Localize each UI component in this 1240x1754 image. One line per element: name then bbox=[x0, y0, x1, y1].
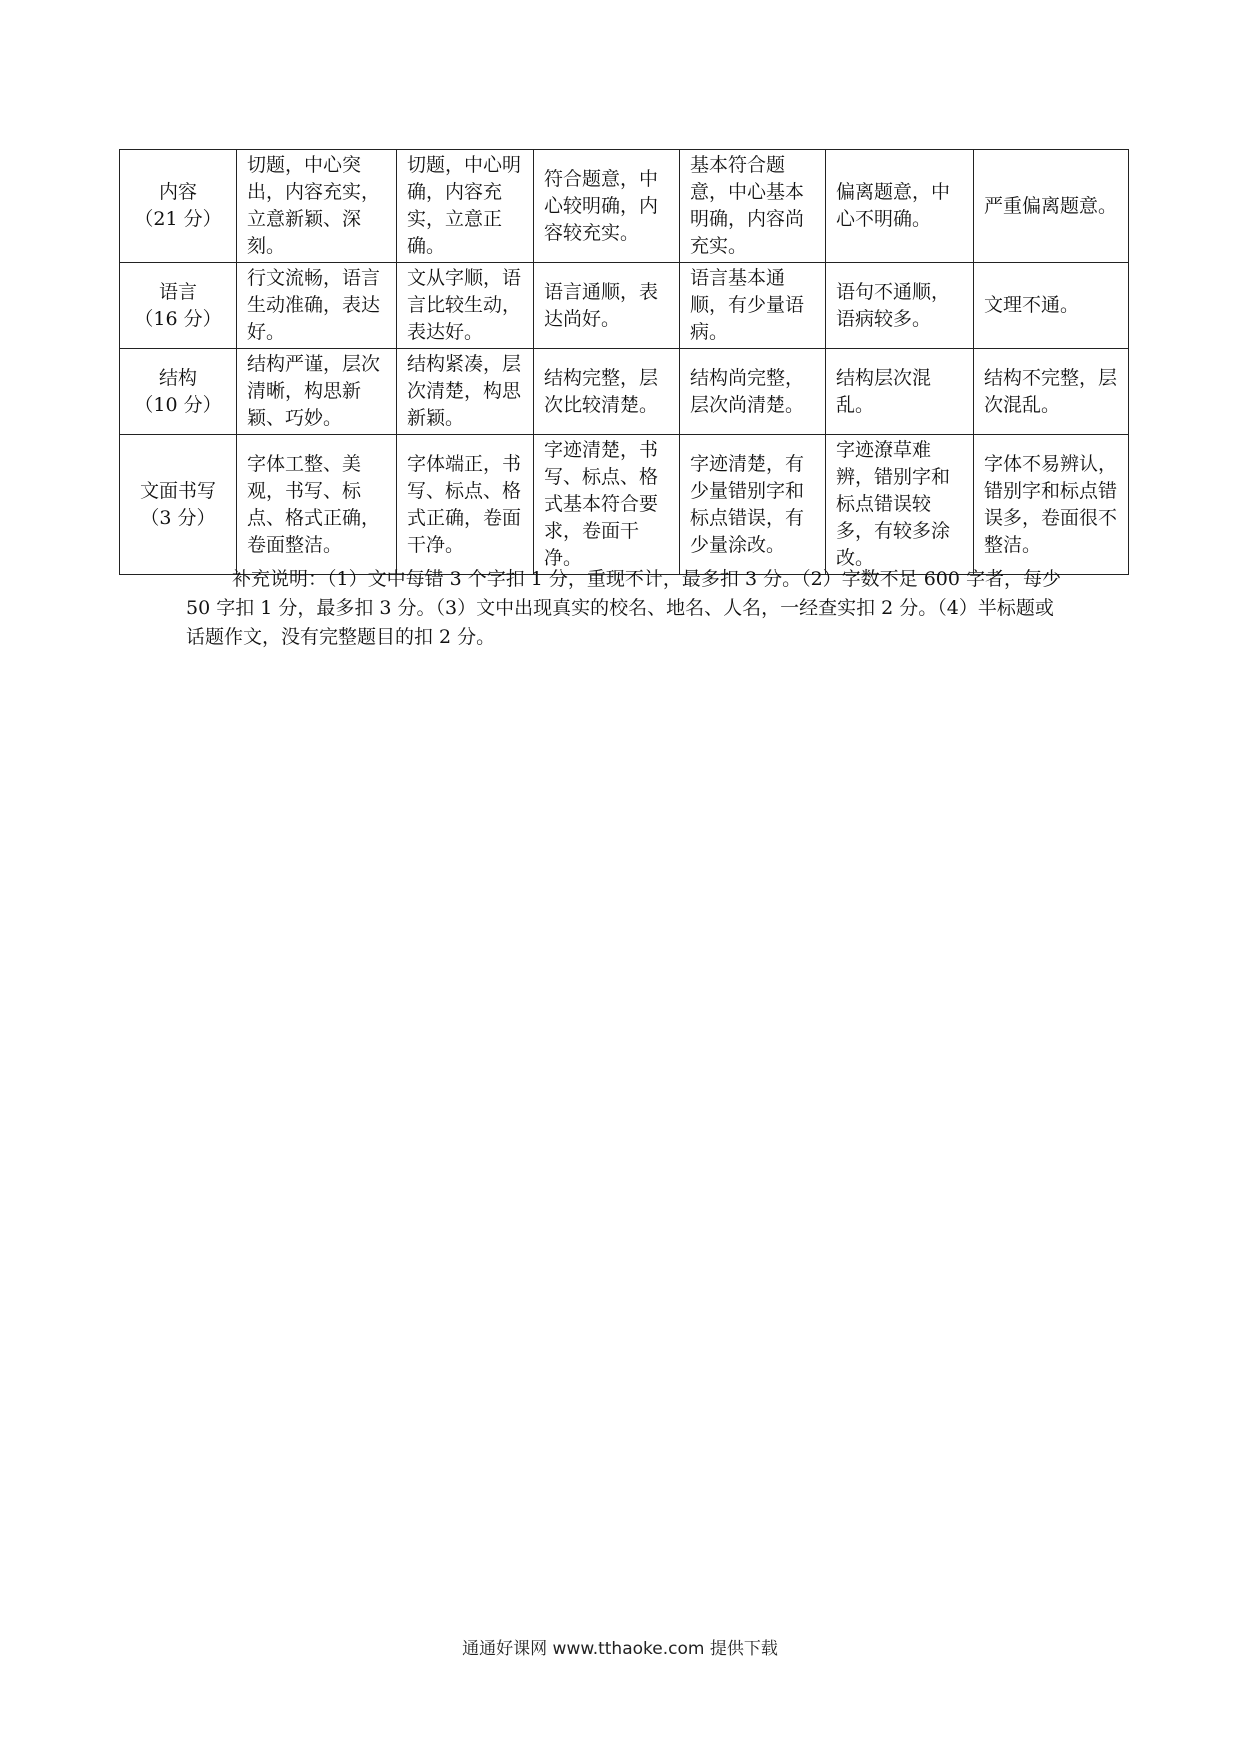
level-cell: 结构完整，层次比较清楚。 bbox=[534, 349, 680, 435]
table-row bbox=[120, 435, 1129, 575]
category-name: 文面书写 bbox=[139, 479, 216, 502]
category-name: 内容 bbox=[158, 181, 197, 203]
level-cell: 语句不通顺，语病较多。 bbox=[826, 263, 974, 349]
supplementary-note: 补充说明：（1）文中每错 3 个字扣 1 分，重现不计，最多扣 3 分。（2）字数不足 600 字者，每少 50 字扣 1 分，最多扣 3 分。（3）文中出现真实的校名、地名、人名，一经查实扣 2 分。（4）半标题或话题作文，没有完整题目的扣 2 分。 bbox=[186, 568, 1062, 648]
level-cell: 语言基本通顺，有少量语病。 bbox=[680, 263, 826, 349]
level-cell: 字体不易辨认，错别字和标点错误多，卷面很不整洁。 bbox=[974, 435, 1129, 575]
table-row bbox=[120, 150, 1129, 263]
level-cell: 字体端正，书写、标点、格式正确，卷面干净。 bbox=[397, 435, 534, 575]
category-cell bbox=[120, 349, 237, 435]
level-cell: 切题，中心突出，内容充实，立意新颖、深刻。 bbox=[237, 150, 397, 263]
category-score: （16 分） bbox=[134, 307, 222, 330]
level-cell: 文从字顺，语言比较生动，表达好。 bbox=[397, 263, 534, 349]
category-name: 语言 bbox=[158, 280, 197, 303]
level-cell: 切题，中心明确，内容充实，立意正确。 bbox=[397, 150, 534, 263]
scoring-rubric-table bbox=[119, 149, 1129, 575]
level-cell: 结构层次混乱。 bbox=[826, 349, 974, 435]
level-cell: 结构不完整，层次混乱。 bbox=[974, 349, 1129, 435]
footer-download-credit: 通通好课网 www.tthaoke.com 提供下载 bbox=[462, 1639, 778, 1659]
level-cell: 字迹清楚，书写、标点、格式基本符合要求，卷面干净。 bbox=[534, 435, 680, 575]
table-row bbox=[120, 263, 1129, 349]
table-row bbox=[120, 349, 1129, 435]
category-name: 结构 bbox=[158, 366, 197, 389]
category-cell bbox=[120, 435, 237, 575]
category-score: （3 分） bbox=[140, 506, 216, 529]
level-cell: 基本符合题意，中心基本明确，内容尚充实。 bbox=[680, 150, 826, 263]
level-cell: 字迹潦草难辨，错别字和标点错误较多，有较多涂改。 bbox=[826, 435, 974, 575]
level-cell: 语言通顺，表达尚好。 bbox=[534, 263, 680, 349]
category-score: （10 分） bbox=[134, 393, 222, 416]
level-cell: 符合题意，中心较明确，内容较充实。 bbox=[534, 150, 680, 263]
level-cell: 字体工整、美观，书写、标点、格式正确，卷面整洁。 bbox=[237, 435, 397, 575]
category-cell bbox=[120, 263, 237, 349]
level-cell: 字迹清楚，有少量错别字和标点错误，有少量涂改。 bbox=[680, 435, 826, 575]
level-cell: 结构紧凑，层次清楚，构思新颖。 bbox=[397, 349, 534, 435]
category-score: （21 分） bbox=[134, 208, 222, 230]
level-cell: 严重偏离题意。 bbox=[974, 150, 1129, 263]
level-cell: 偏离题意，中心不明确。 bbox=[826, 150, 974, 263]
level-cell: 文理不通。 bbox=[974, 263, 1129, 349]
category-cell bbox=[120, 150, 237, 263]
level-cell: 行文流畅，语言生动准确，表达好。 bbox=[237, 263, 397, 349]
level-cell: 结构尚完整，层次尚清楚。 bbox=[680, 349, 826, 435]
level-cell: 结构严谨，层次清晰，构思新颖、巧妙。 bbox=[237, 349, 397, 435]
